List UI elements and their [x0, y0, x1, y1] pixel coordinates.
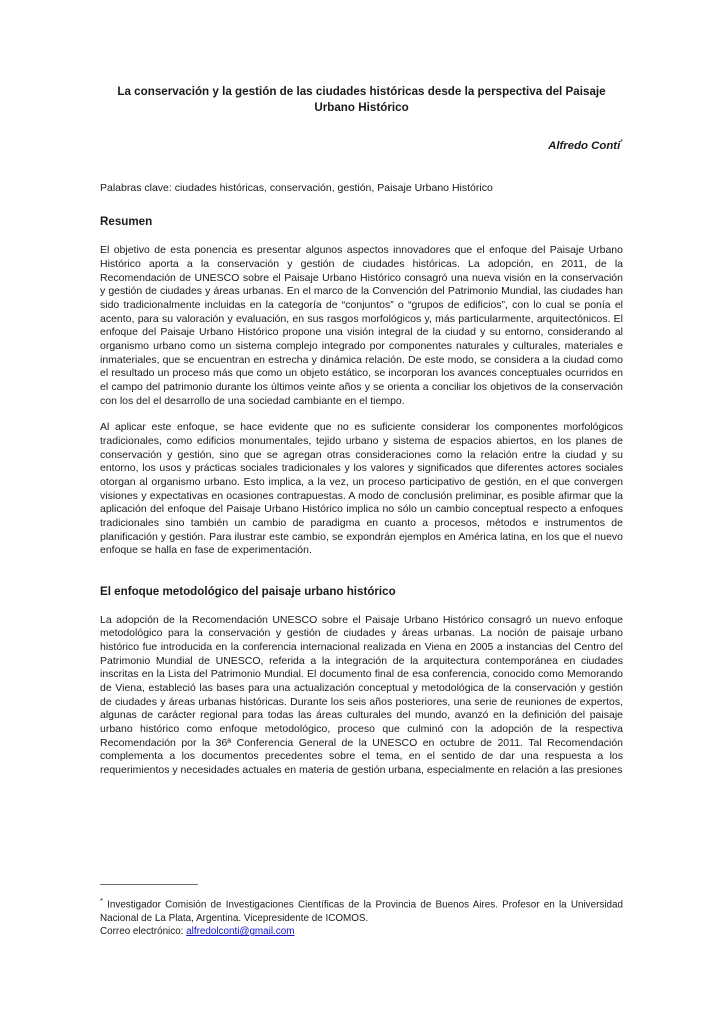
- footnote-separator: [100, 884, 198, 885]
- abstract-paragraph: El objetivo de esta ponencia es presentar algunos aspectos innovadores que el enfoque del Paisaje Urbano Histórico aporta a la conservación y gestión de ciudades históricas. La adopción, en 2011, de la Recomendación de UNESCO sobre el Paisaje Urbano Histórico consagró una nueva visión en la conservación y gestión de ciudades y áreas urbanas. En el marco de la Convención del Patrimonio Mundial, las ciudades han sido tradicionalmente incluidas en la categoría de “conjuntos” o “grupos de edificios”, con lo cual se ponía el acento, para su valoración y evaluación, en sus rasgos morfológicos y, más particularmente, arquitectónicos. El enfoque del Paisaje Urbano Histórico propone una visión integral de la ciudad y su entorno, considerando al organismo urbano como un sistema complejo integrado por componentes naturales y culturales, materiales e inmateriales, que se encuentran en estrecha y dinámica relación. De este modo, se considera a la ciudad como el resultado un proceso más que como un objeto estático, se incorporan los avances conceptuales ocurridos en el campo del patrimonio durante los últimos veinte años y se orienta a conciliar los objetivos de la conservación con los del el desarrollo de una sociedad cambiante en el tiempo.: [100, 244, 623, 407]
- document-content: [100, 84, 623, 778]
- footnote-text: [100, 894, 623, 925]
- email-link[interactable]: alfredolconti@gmail.com: [186, 926, 295, 938]
- abstract-heading: Resumen: [100, 215, 153, 229]
- page-title: La conservación y la gestión de las ciudades históricas desde la perspectiva del Paisaje Urbano Histórico: [117, 85, 606, 114]
- footnote-body: Investigador Comisión de Investigaciones Científicas de la Provincia de Buenos Aires. Profesor en la Universidad Nacional de La Plata, Argentina. Vicepresidente de ICOMOS.: [100, 899, 623, 924]
- section-block: [100, 585, 623, 778]
- author-line: [100, 139, 623, 152]
- author-name: Alfredo Conti: [548, 139, 621, 152]
- author-footnote-marker: *: [620, 139, 623, 146]
- section-heading: El enfoque metodológico del paisaje urbano histórico: [100, 584, 396, 598]
- abstract-paragraph: Al aplicar este enfoque, se hace evidente que no es suficiente considerar los componentes morfológicos tradicionales, como edificios monumentales, tejido urbano y sistema de espacios abiertos, en los planes de conservación y gestión, sino que se agregan otras consideraciones como la relación entre la ciudad y su entorno, los usos y prácticas sociales tradicionales y los valores y significados que diferentes actores sociales otorgan al organismo urbano. Esto implica, a la vez, un proceso participativo de gestión, en el que convergen visiones y expectativas en ocasiones contrapuestas. A modo de conclusión preliminar, es posible afirmar que la aplicación del enfoque del Paisaje Urbano Histórico implica no sólo un cambio conceptual respecto a enfoques tradicionales sino también un cambio de paradigma en cuanto a procesos, métodos e instrumentos de planificación y gestión. Para ilustrar este cambio, se expondrán ejemplos en América latina, en los que el nuevo enfoque se halla en fase de experimentación.: [100, 421, 623, 557]
- keywords-line: Palabras clave: ciudades históricas, conservación, gestión, Paisaje Urbano Histórico: [100, 181, 493, 194]
- footnote-email-label: Correo electrónico:: [100, 926, 187, 938]
- footnote-marker: *: [100, 896, 103, 905]
- section-paragraph: La adopción de la Recomendación UNESCO sobre el Paisaje Urbano Histórico consagró un nuevo enfoque metodológico para la conservación y gestión de ciudades y áreas urbanas. La noción de paisaje urbano histórico fue introducida en la conferencia internacional realizada en Viena en 2005 a instancias del Centro del Patrimonio Mundial de UNESCO, referida a la integración de la arquitectura contemporánea en ciudades inscritas en la Lista del Patrimonio Mundial. El documento final de esa conferencia, conocido como Memorando de Viena, estableció las bases para una actualización conceptual y metodológica de la conservación y gestión de ciudades y áreas urbanas históricas. Durante los seis años posteriores, una serie de reuniones de expertos, algunas de carácter regional para todas las áreas culturales del mundo, avanzó en la definición del paisaje urbano histórico como enfoque metodológico, proceso que culminó con la adopción de la respectiva Recomendación por la 36ª Conferencia General de la UNESCO en octubre de 2011. Tal Recomendación complementa a los documentos precedentes sobre el tema, en el sentido de dar una respuesta a los requerimientos y necesidades actuales en materia de gestión urbana, especialmente en relación a las presiones: [100, 613, 623, 777]
- footnote-email-line: [100, 925, 623, 938]
- footnote-area: [100, 884, 623, 939]
